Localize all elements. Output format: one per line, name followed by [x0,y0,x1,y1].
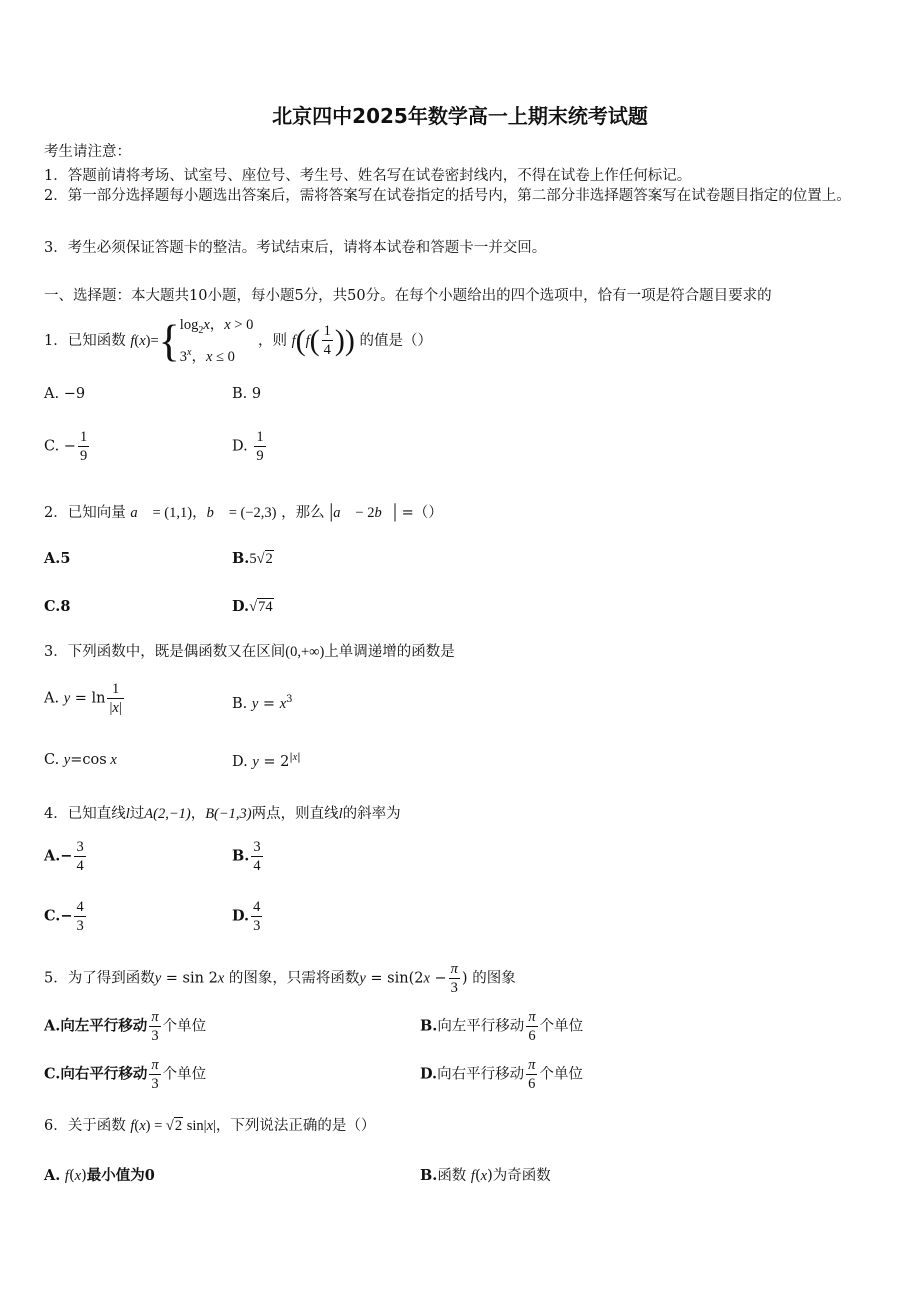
q1-prefix: 1．已知函数 [44,332,126,349]
q5-option-c-text: 向右平行移动 [60,1065,148,1083]
q2-mid: ，那么 [281,505,325,521]
q5-option-d: D.向右平行移动 $\frac{\pi}{6}$ 个单位 [420,1057,583,1092]
q5-option-b-text: 向左平行移动 [437,1018,525,1035]
q5-option-a: A.向左平行移动 $\frac{\pi}{3}$ 个单位 [44,1009,207,1044]
q4-prefix: 4．已知直线 [44,806,126,822]
q3-stem: 3．下列函数中，既是偶函数又在区间 [44,644,286,660]
q2-option-c-value: 8 [60,598,71,615]
q4-point-a: A(2,−1) [144,806,191,822]
q1-option-a: A. −9 [44,386,86,402]
notice-item-3: 3．考生必须保证答题卡的整洁。考试结束后，请将本试卷和答题卡一并交回。 [44,240,547,256]
notice-heading: 考生请注意： [44,144,131,160]
q6-prefix: 6．关于函数 [44,1118,126,1134]
q2-option-a: A.5 [44,550,71,567]
q5-option-c: C.向右平行移动 $\frac{\pi}{3}$ 个单位 [44,1057,207,1092]
q5-option-c-unit: 个单位 [162,1066,207,1083]
q2-option-a-value: 5 [60,550,71,567]
q5-mid: 的图象，只需将函数 [228,970,360,987]
q3-option-c-label: C. [44,752,60,768]
q4-p3: 的斜率为 [342,806,401,822]
q2-option-c: C.8 [44,598,71,615]
q3-option-a-label: A. [44,690,60,707]
q3-option-c: C. y=cos x [44,752,117,768]
q1-mid: ，则 [258,332,287,349]
notice-item-1: 1．答题前请将考场、试室号、座位号、考生号、姓名写在试卷密封线内，不得在试卷上作任何标记。 [44,168,692,184]
q6-option-b-pre: 函数 [437,1168,467,1184]
q4-option-c: C.− $\frac{4}{3}$ [44,899,84,934]
q3-stem2: 上单调递增的函数是 [324,644,455,660]
q5-suffix: 的图象 [472,970,516,987]
section-heading: 一、选择题：本大题共10小题，每小题5分，共50分。在每个小题给出的四个选项中，恰有一项是符合题目要求的 [44,288,772,304]
q2-option-d-value: 74 [258,599,273,615]
q3-option-d-label: D. [232,753,248,770]
q6-option-b-post: 为奇函数 [492,1168,551,1184]
q5-option-a-text: 向左平行移动 [60,1017,148,1035]
q5-option-d-unit: 个单位 [539,1066,583,1083]
q1-option-c: C. − $\frac{1}{9}$ [44,429,88,464]
question-4: 4．已知直线l过A(2,−1)，B(−1,3)两点，则直线l的斜率为 [44,806,401,822]
q2-prefix: 2．已知向量 [44,505,126,521]
q3-option-b: B. $y = x^3$ [232,694,293,712]
q6-option-a-text: 最小值为0 [86,1167,155,1184]
q1-option-c-label: C. − [44,438,76,455]
q6-option-b: B.函数 f(x)为奇函数 [420,1167,551,1184]
q5-option-d-text: 向右平行移动 [437,1066,525,1083]
q5-option-b-unit: 个单位 [539,1018,584,1035]
q3-option-d: D. $y = 2^{|x|}$ [232,752,301,770]
q5-prefix: 5．为了得到函数 [44,970,155,987]
q4-point-b: B(−1,3) [205,806,252,822]
q1-suffix: 的值是（） [359,332,433,349]
q2-option-b: B.5√2 [232,550,273,567]
page-title: 北京四中2025年数学高一上期末统考试题 [272,104,648,128]
question-3 [44,640,455,661]
q6-option-a: A. f(x)最小值为0 [44,1167,155,1184]
q2-option-d: D.√74 [232,598,273,615]
q1-option-d-label: D. [232,438,253,455]
q4-option-d: D. $\frac{4}{3}$ [232,899,261,934]
q5-option-b: B.向左平行移动 $\frac{\pi}{6}$ 个单位 [420,1009,584,1044]
question-6: 6．关于函数 f(x) = √2 sin|x|，下列说法正确的是（） [44,1118,376,1134]
q3-option-b-label: B. [232,695,248,712]
q3-interval: (0,+∞) [285,644,325,660]
q4-option-a: A.− $\frac{3}{4}$ [44,839,84,874]
question-5: 5．为了得到函数y = sin 2x 的图象，只需将函数y = sin(2x − $\frac{\pi}{3}$ ) 的图象 [44,961,516,996]
q6-suffix: ，下列说法正确的是（） [215,1118,376,1134]
q3-option-a: A. y = ln $\frac{1}{|x|}$ [44,681,122,716]
q4-p2: 两点，则直线 [251,806,339,822]
q2-option-b-value: 5 [249,551,257,567]
q4-option-b: B. $\frac{3}{4}$ [232,839,261,874]
notice-item-2: 2．第一部分选择题每小题选出答案后，需将答案写在试卷指定的括号内，第二部分非选择题答案写在试卷题目指定的位置上。 [44,188,851,204]
q5-option-a-unit: 个单位 [162,1018,207,1035]
q1-option-d: D. $\frac{1}{9}$ [232,429,264,464]
question-2: 2．已知向量 a⃗ = (1,1)，b⃗ = (−2,3) ，那么 |a⃗ − 2b⃗| =（） [44,500,443,522]
question-1: 1．已知函数 f(x)={ $\log_2x$，x > 0 3$^x$，x ≤ 0 ，则 f(f( $\frac{1}{4}$ )) 的值是（） [44,316,433,366]
q4-p1: 过 [129,806,145,822]
q2-suffix: =（） [401,505,443,521]
q1-option-b: B. 9 [232,386,262,402]
